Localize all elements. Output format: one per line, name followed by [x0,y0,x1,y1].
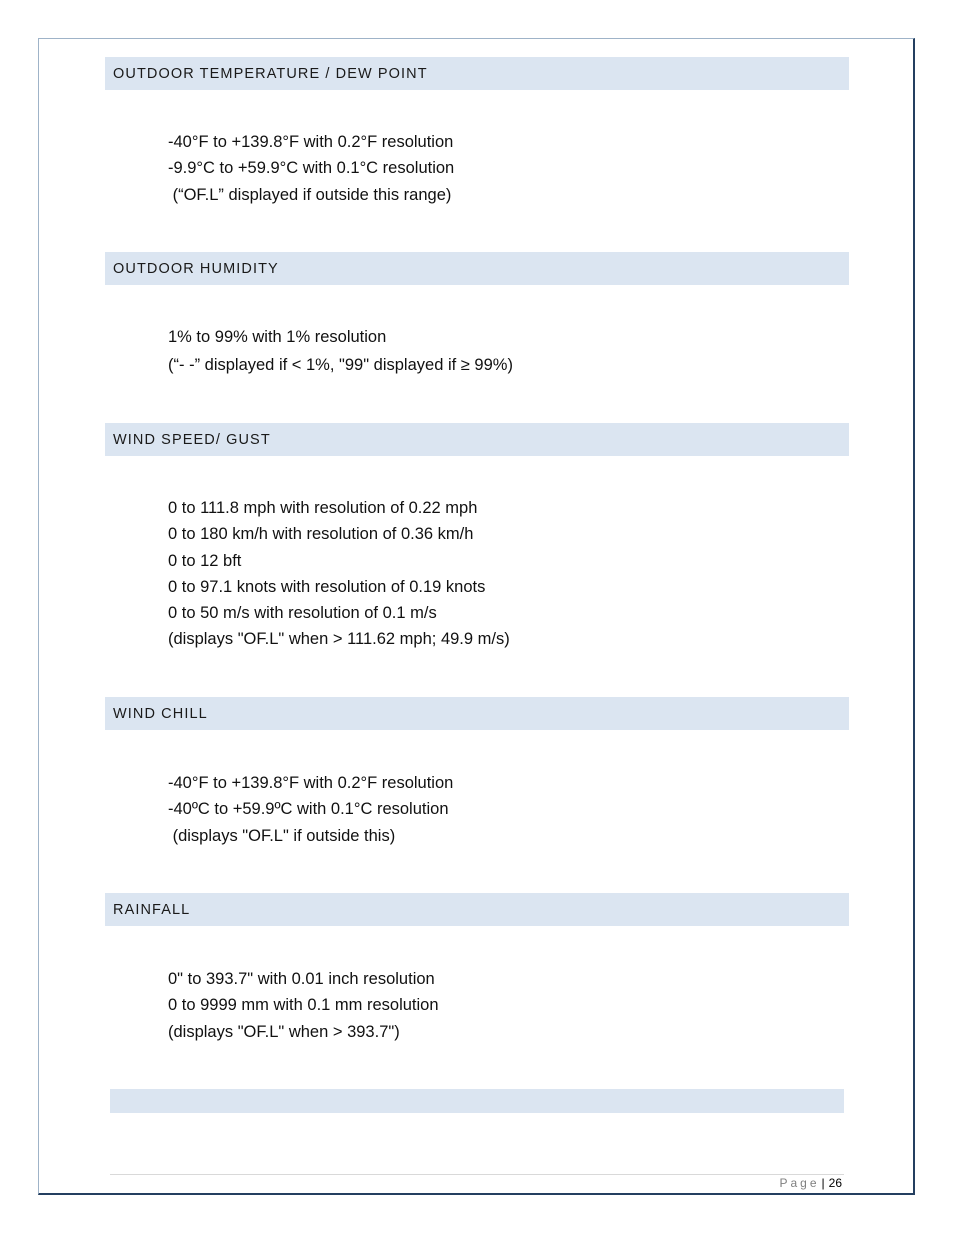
body-line: (displays "OF.L" when > 393.7") [168,1022,400,1041]
section-heading-text: WIND CHILL [113,705,208,722]
section-heading-wind-chill [105,697,849,730]
body-line: 0 to 12 bft [168,551,242,570]
body-line: (“- -” displayed if < 1%, "99" displayed if ≥ 99%) [168,356,513,375]
section-heading-text: OUTDOOR TEMPERATURE / DEW POINT [113,65,428,82]
body-line: 1% to 99% with 1% resolution [168,328,387,346]
section-body-rainfall [168,966,439,1045]
body-line: 0 to 9999 mm with 0.1 mm resolution [168,996,439,1015]
body-line: (“OF.L” displayed if outside this range) [168,185,452,204]
section-body-outdoor-humidity [168,324,513,379]
footer-page-label: Page [779,1176,820,1190]
page-footer [779,1176,842,1190]
section-body-wind-chill [168,770,453,849]
section-heading-wind-speed-gust [105,423,849,456]
footer-divider [110,1174,844,1175]
section-body-wind-speed-gust [168,495,510,653]
empty-heading-band [110,1089,844,1113]
footer-separator: | [821,1176,825,1190]
body-line: -40°F to +139.8°F with 0.2°F resolution [168,774,454,792]
body-line: 0 to 111.8 mph with resolution of 0.22 mph [168,499,478,517]
section-heading-outdoor-temperature [105,57,849,90]
section-heading-outdoor-humidity [105,252,849,285]
body-line: (displays "OF.L" when > 111.62 mph; 49.9 m/s) [168,630,510,649]
body-line: 0 to 50 m/s with resolution of 0.1 m/s [168,604,437,623]
body-line: (displays "OF.L" if outside this) [168,826,396,845]
footer-page-number: 26 [828,1176,842,1190]
body-line: -9.9°C to +59.9°C with 0.1°C resolution [168,159,455,178]
body-line: -40°F to +139.8°F with 0.2°F resolution [168,133,454,151]
section-heading-rainfall [105,893,849,926]
section-heading-text: RAINFALL [113,901,191,918]
section-heading-text: OUTDOOR HUMIDITY [113,260,279,277]
body-line: 0 to 97.1 knots with resolution of 0.19 knots [168,577,486,596]
body-line: 0 to 180 km/h with resolution of 0.36 km/h [168,525,474,544]
section-body-outdoor-temperature [168,129,454,208]
body-line: 0" to 393.7" with 0.01 inch resolution [168,970,435,988]
section-heading-text: WIND SPEED/ GUST [113,431,271,448]
body-line: -40ºC to +59.9ºC with 0.1°C resolution [168,800,449,819]
